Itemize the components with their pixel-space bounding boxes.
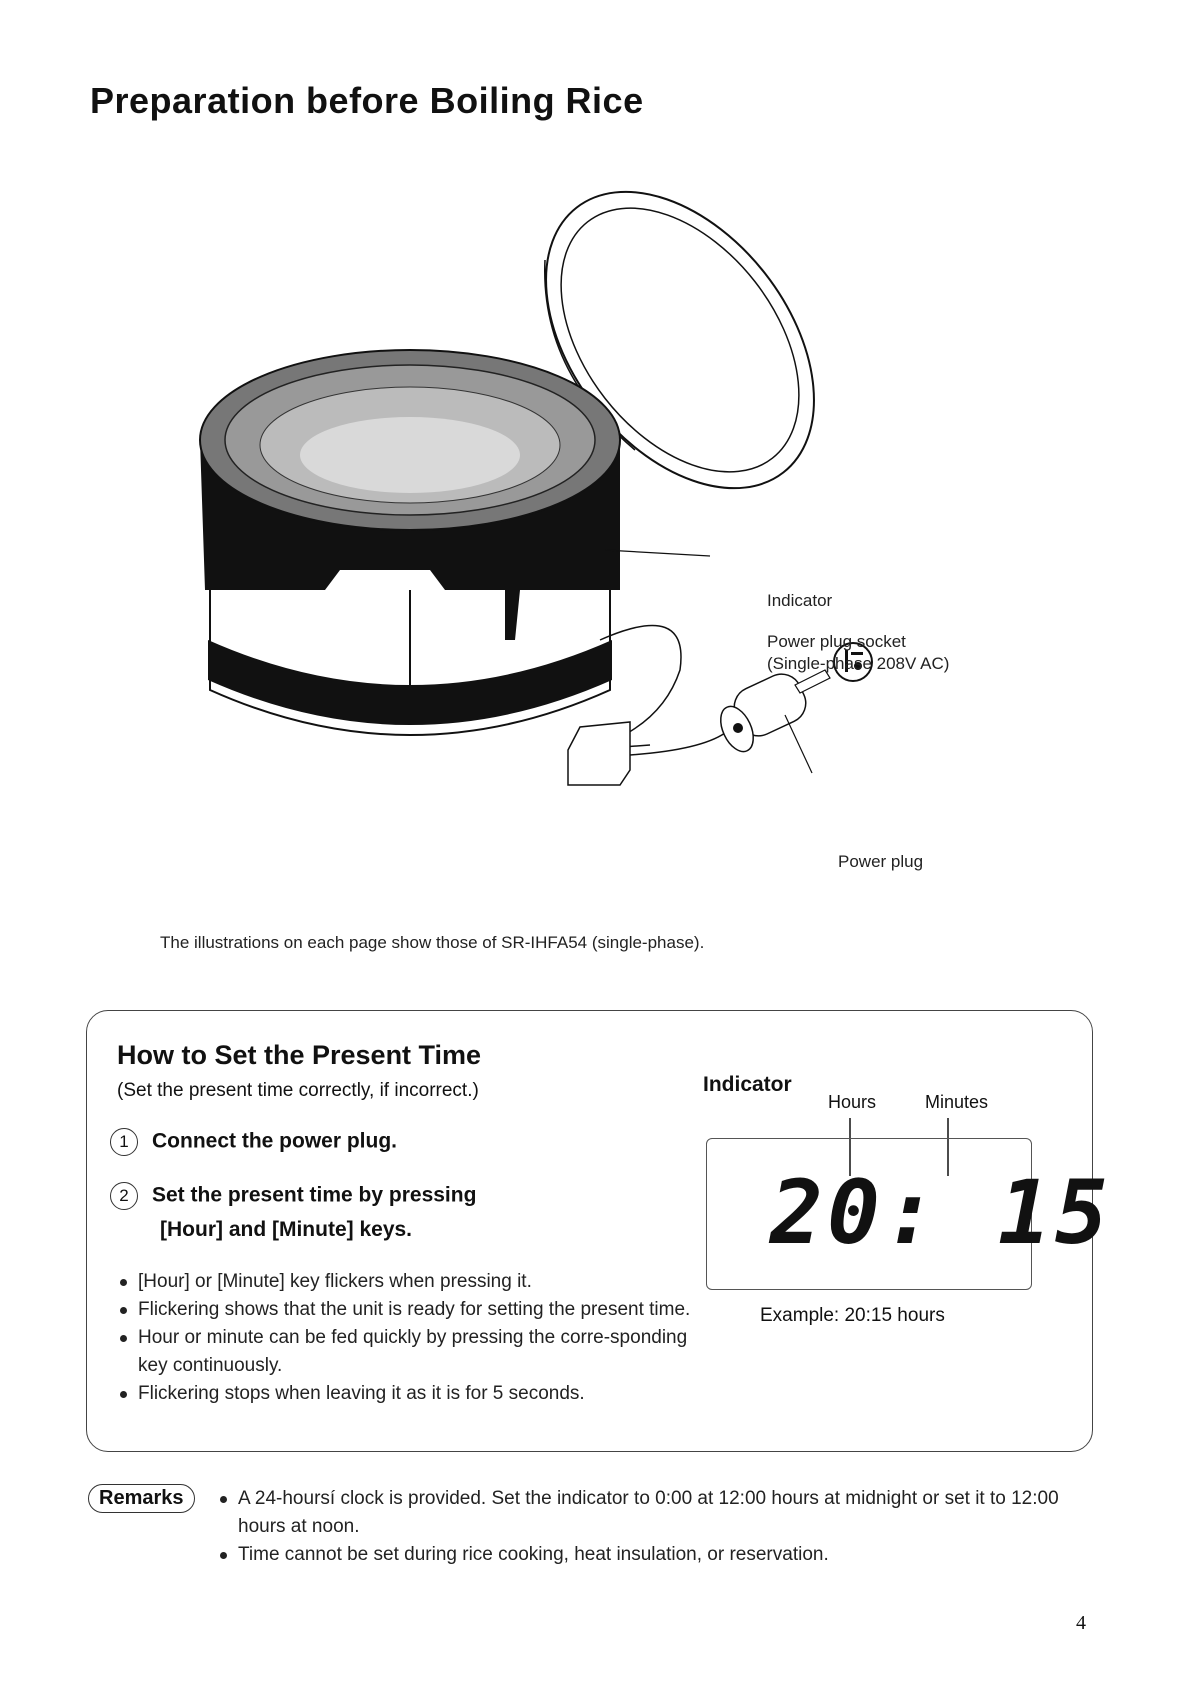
lcd-time: 20: 15: [770, 1161, 1112, 1264]
rice-cooker-illustration: [180, 170, 1020, 870]
list-item: Flickering shows that the unit is ready for setting the present time.: [118, 1296, 693, 1324]
hours-label: Hours: [828, 1092, 877, 1112]
remarks-label: Remarks: [88, 1484, 195, 1513]
power-plug: [714, 668, 830, 757]
step-number: 2: [110, 1182, 138, 1210]
label-power-plug: Power plug: [838, 852, 924, 871]
step-1: [110, 1128, 397, 1156]
set-time-title: How to Set the Present Time: [117, 1040, 482, 1070]
step-number: 1: [110, 1128, 138, 1156]
list-item: A 24-hoursí clock is provided. Set the indicator to 0:00 at 12:00 hours at midnight or set it to 12:00 hours at noon.: [218, 1485, 1078, 1541]
step-text: Set the present time by pressing: [152, 1183, 477, 1207]
step-2-continued: [Hour] and [Minute] keys.: [160, 1218, 413, 1241]
label-socket-line1: Power plug socket: [767, 632, 906, 651]
notes-list: [118, 1268, 693, 1408]
list-item: Hour or minute can be fed quickly by pressing the corre-sponding key continuously.: [118, 1324, 693, 1380]
step-text: Connect the power plug.: [152, 1129, 397, 1153]
indicator-title: Indicator: [703, 1073, 792, 1096]
list-item: Time cannot be set during rice cooking, heat insulation, or reservation.: [218, 1541, 1078, 1569]
list-item: Flickering stops when leaving it as it is for 5 seconds.: [118, 1380, 693, 1408]
illustration-caption: The illustrations on each page show those of SR-IHFA54 (single-phase).: [160, 933, 705, 952]
page-title: Preparation before Boiling Rice: [90, 80, 644, 121]
socket-box: [568, 722, 630, 785]
label-socket-line2: (Single-phase 208V AC): [767, 654, 950, 673]
page-number: 4: [1076, 1612, 1086, 1634]
indicator-example: Example: 20:15 hours: [760, 1305, 945, 1326]
set-time-subtitle: (Set the present time correctly, if incorrect.): [117, 1080, 479, 1101]
minutes-label: Minutes: [925, 1092, 989, 1112]
step-2: [110, 1182, 476, 1210]
list-item: [Hour] or [Minute] key flickers when pressing it.: [118, 1268, 693, 1296]
remarks-list: [218, 1485, 1078, 1569]
label-indicator: Indicator: [767, 591, 833, 610]
